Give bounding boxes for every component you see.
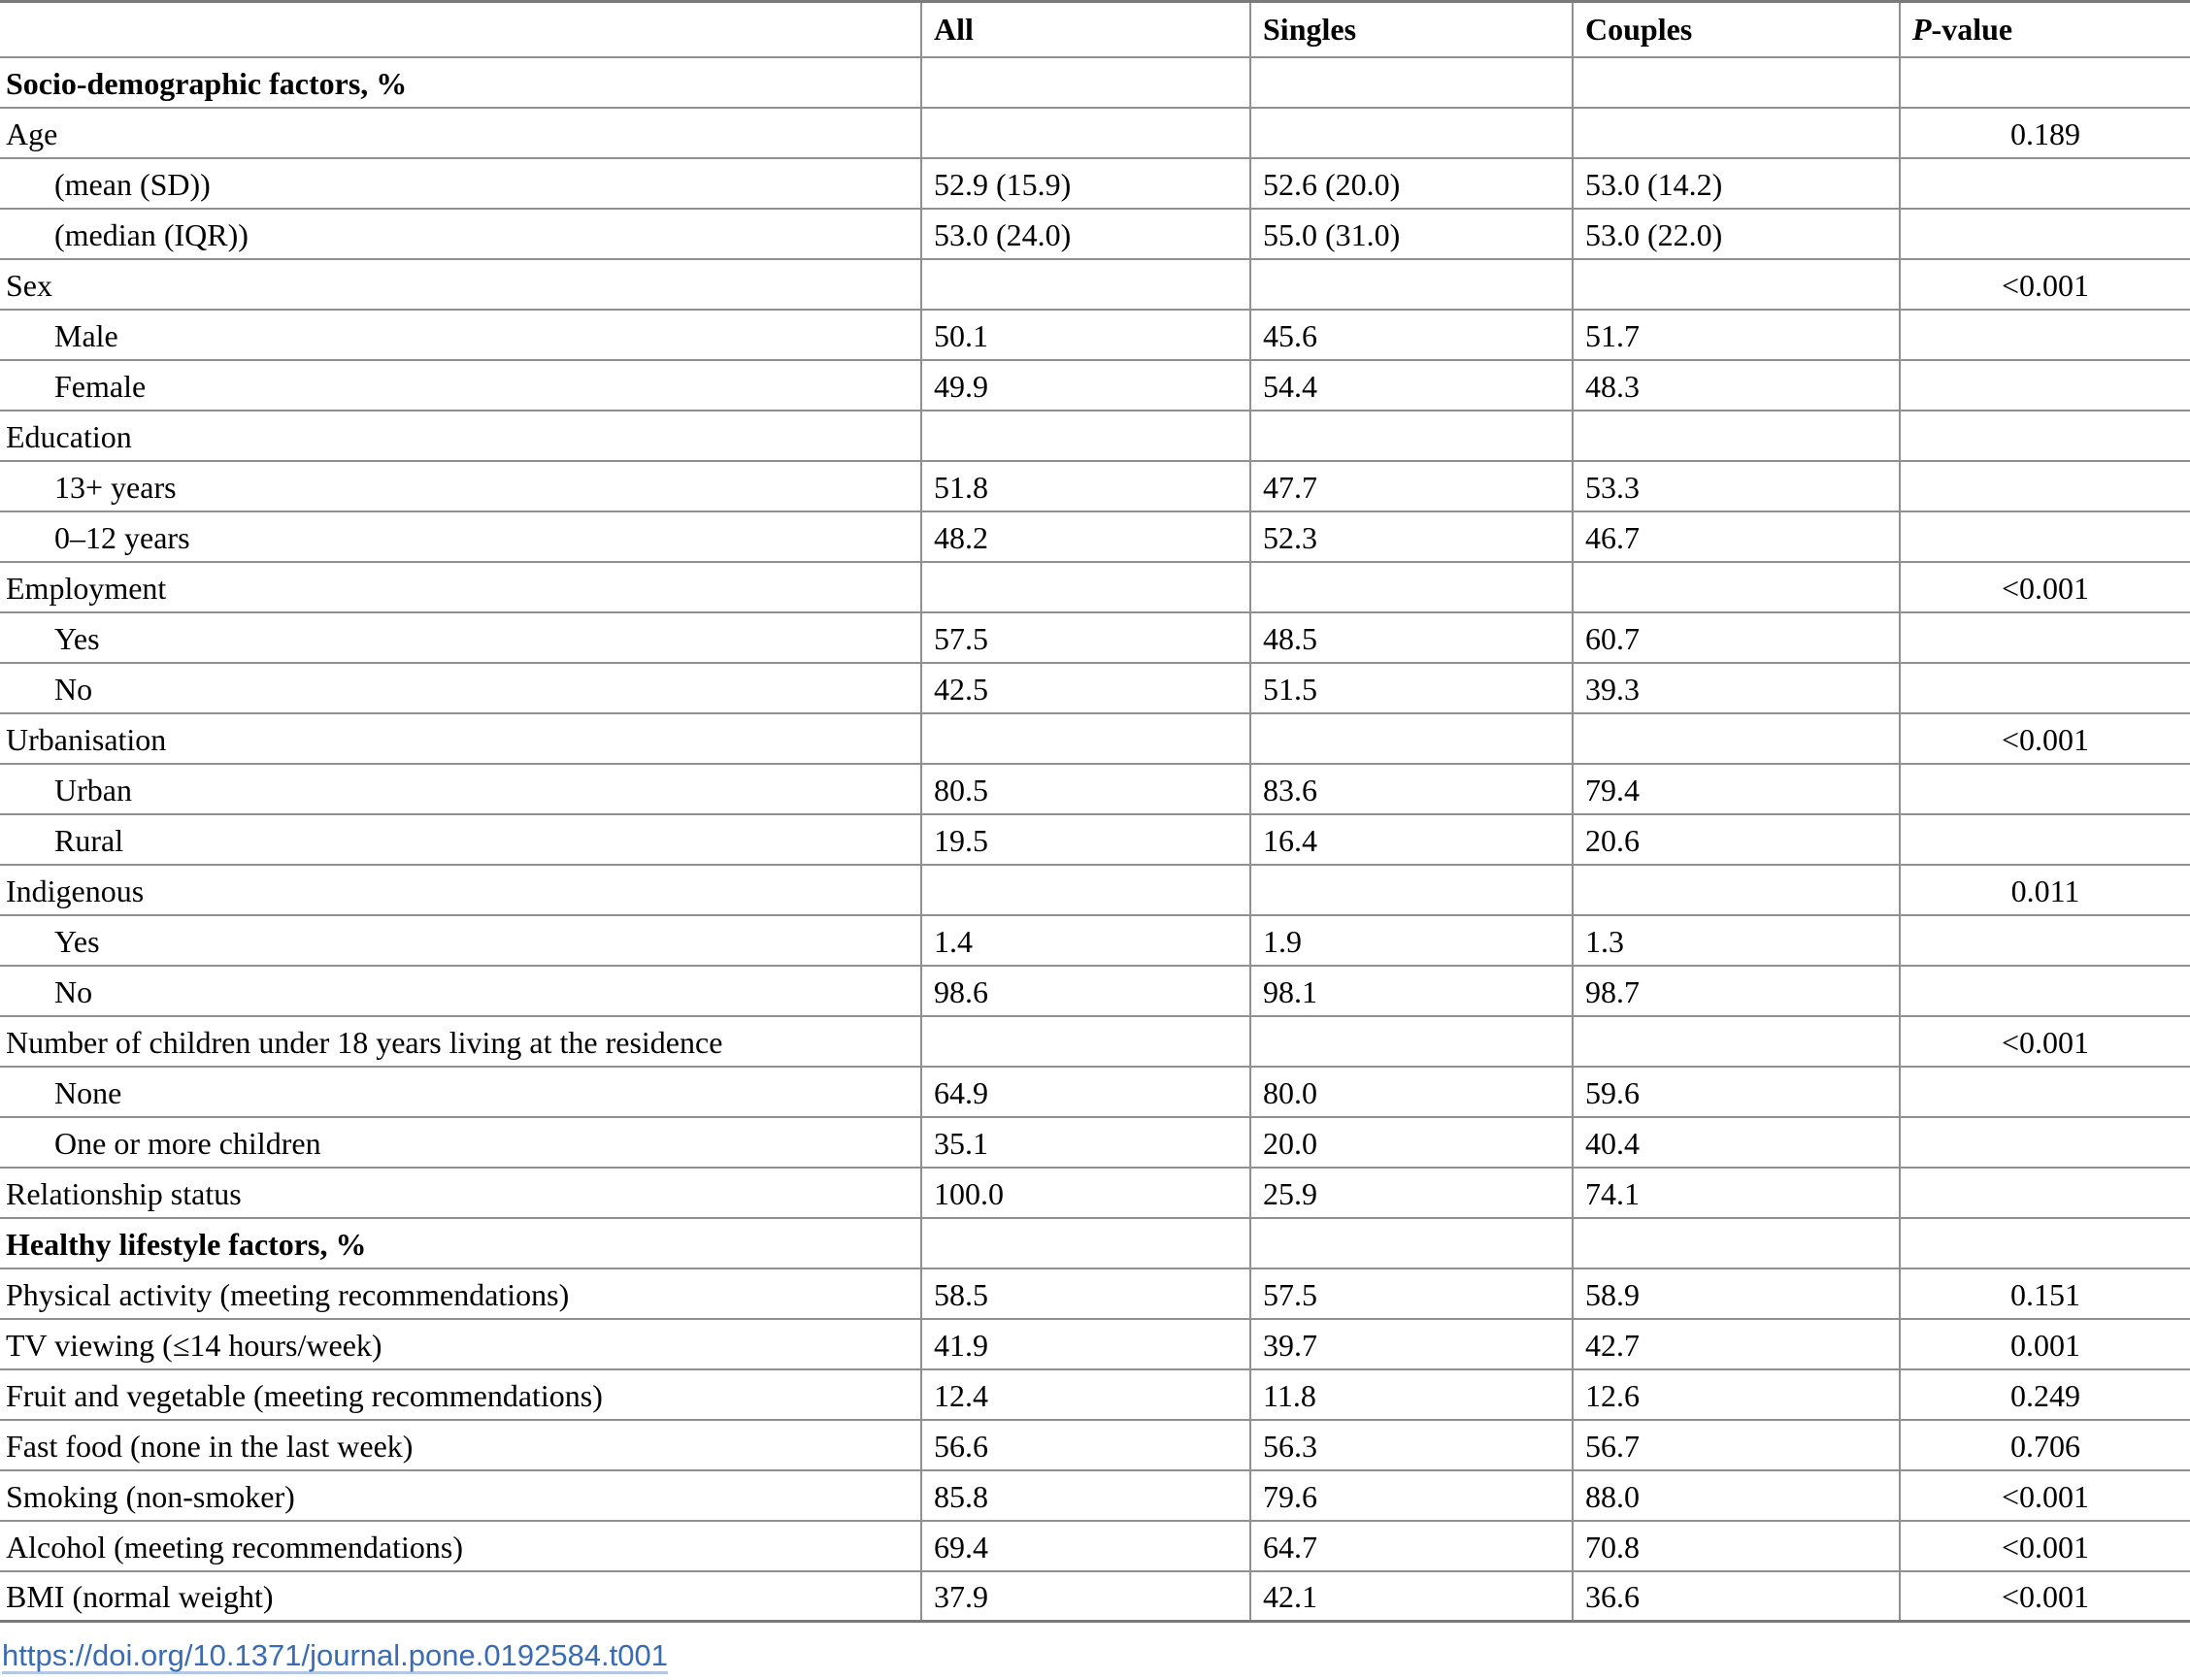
value-cell-all: 64.9 [921, 1067, 1250, 1117]
row-label-cell: Healthy lifestyle factors, % [0, 1218, 921, 1268]
value-cell-singles: 45.6 [1250, 310, 1573, 360]
row-label-cell: Employment [0, 562, 921, 612]
value-cell-singles: 52.6 (20.0) [1250, 158, 1573, 209]
table-body [0, 57, 2190, 1622]
row-label-cell: Age [0, 108, 921, 158]
row-label-cell: Number of children under 18 years living at the residence [0, 1016, 921, 1067]
p-value-header-rest: -value [1931, 11, 2013, 47]
value-cell-singles [1250, 865, 1573, 915]
table-row [0, 764, 2190, 814]
value-cell-couples [1573, 411, 1900, 461]
table-row [0, 1470, 2190, 1521]
value-cell-couples [1573, 713, 1900, 764]
p-value-cell [1900, 1218, 2190, 1268]
value-cell-couples: 58.9 [1573, 1268, 1900, 1319]
row-label-cell: Sex [0, 259, 921, 310]
p-value-cell [1900, 814, 2190, 865]
value-cell-all: 50.1 [921, 310, 1250, 360]
p-value-cell: <0.001 [1900, 259, 2190, 310]
table-row [0, 310, 2190, 360]
table-row [0, 1521, 2190, 1571]
row-label-cell: Fast food (none in the last week) [0, 1420, 921, 1470]
p-value-cell [1900, 663, 2190, 713]
table-row [0, 158, 2190, 209]
value-cell-all: 51.8 [921, 461, 1250, 511]
value-cell-couples: 12.6 [1573, 1369, 1900, 1420]
value-cell-couples [1573, 108, 1900, 158]
row-label-cell: Female [0, 360, 921, 411]
value-cell-singles: 52.3 [1250, 511, 1573, 562]
value-cell-couples: 36.6 [1573, 1571, 1900, 1622]
value-cell-couples: 88.0 [1573, 1470, 1900, 1521]
value-cell-all [921, 411, 1250, 461]
value-cell-couples: 74.1 [1573, 1168, 1900, 1218]
column-header-couples: Couples [1573, 2, 1900, 57]
value-cell-couples: 56.7 [1573, 1420, 1900, 1470]
table-row [0, 612, 2190, 663]
table-row [0, 663, 2190, 713]
p-value-cell [1900, 764, 2190, 814]
p-value-cell [1900, 612, 2190, 663]
p-value-cell [1900, 461, 2190, 511]
p-value-cell: <0.001 [1900, 562, 2190, 612]
value-cell-couples [1573, 865, 1900, 915]
p-value-cell: <0.001 [1900, 1470, 2190, 1521]
table-row [0, 511, 2190, 562]
p-value-cell [1900, 411, 2190, 461]
value-cell-all: 100.0 [921, 1168, 1250, 1218]
value-cell-singles [1250, 411, 1573, 461]
p-value-cell [1900, 158, 2190, 209]
value-cell-couples: 53.0 (14.2) [1573, 158, 1900, 209]
table-row [0, 1168, 2190, 1218]
p-value-cell [1900, 966, 2190, 1016]
row-label-cell: Indigenous [0, 865, 921, 915]
row-label-cell: Smoking (non-smoker) [0, 1470, 921, 1521]
value-cell-singles: 1.9 [1250, 915, 1573, 966]
value-cell-all: 58.5 [921, 1268, 1250, 1319]
p-value-cell [1900, 360, 2190, 411]
table-row [0, 1268, 2190, 1319]
value-cell-all [921, 1016, 1250, 1067]
value-cell-all: 19.5 [921, 814, 1250, 865]
table-row [0, 1067, 2190, 1117]
p-value-cell: <0.001 [1900, 1521, 2190, 1571]
value-cell-couples [1573, 57, 1900, 108]
p-value-cell: <0.001 [1900, 1016, 2190, 1067]
value-cell-singles: 39.7 [1250, 1319, 1573, 1369]
row-label-cell: Education [0, 411, 921, 461]
row-label-cell: Male [0, 310, 921, 360]
p-value-cell: 0.189 [1900, 108, 2190, 158]
table-row [0, 1319, 2190, 1369]
value-cell-all [921, 865, 1250, 915]
table-row [0, 1117, 2190, 1168]
p-value-cell [1900, 915, 2190, 966]
value-cell-singles [1250, 1016, 1573, 1067]
value-cell-singles: 83.6 [1250, 764, 1573, 814]
value-cell-singles [1250, 57, 1573, 108]
table-row [0, 915, 2190, 966]
value-cell-singles [1250, 259, 1573, 310]
table-footer [2, 1638, 2190, 1673]
table-row [0, 966, 2190, 1016]
value-cell-singles: 54.4 [1250, 360, 1573, 411]
value-cell-all: 41.9 [921, 1319, 1250, 1369]
row-label-cell: Alcohol (meeting recommendations) [0, 1521, 921, 1571]
row-label-cell: Fruit and vegetable (meeting recommendations) [0, 1369, 921, 1420]
row-label-cell: None [0, 1067, 921, 1117]
p-value-cell: <0.001 [1900, 1571, 2190, 1622]
p-value-cell [1900, 1067, 2190, 1117]
value-cell-couples: 60.7 [1573, 612, 1900, 663]
row-label-cell: 13+ years [0, 461, 921, 511]
value-cell-couples: 40.4 [1573, 1117, 1900, 1168]
value-cell-couples: 39.3 [1573, 663, 1900, 713]
row-label-cell: BMI (normal weight) [0, 1571, 921, 1622]
p-value-header-italic-p: P [1912, 11, 1932, 47]
value-cell-all: 12.4 [921, 1369, 1250, 1420]
value-cell-couples: 20.6 [1573, 814, 1900, 865]
value-cell-all: 35.1 [921, 1117, 1250, 1168]
value-cell-all: 49.9 [921, 360, 1250, 411]
p-value-cell: 0.249 [1900, 1369, 2190, 1420]
p-value-cell [1900, 1168, 2190, 1218]
value-cell-singles: 79.6 [1250, 1470, 1573, 1521]
value-cell-singles: 51.5 [1250, 663, 1573, 713]
value-cell-all: 57.5 [921, 612, 1250, 663]
value-cell-all: 48.2 [921, 511, 1250, 562]
p-value-cell: 0.706 [1900, 1420, 2190, 1470]
table-row [0, 1369, 2190, 1420]
value-cell-couples [1573, 259, 1900, 310]
p-value-cell [1900, 511, 2190, 562]
row-label-cell: No [0, 966, 921, 1016]
p-value-cell [1900, 57, 2190, 108]
row-label-cell: Yes [0, 915, 921, 966]
value-cell-couples: 42.7 [1573, 1319, 1900, 1369]
section-header-row [0, 1218, 2190, 1268]
row-label-cell: (median (IQR)) [0, 209, 921, 259]
value-cell-couples: 98.7 [1573, 966, 1900, 1016]
value-cell-couples: 1.3 [1573, 915, 1900, 966]
table-row [0, 411, 2190, 461]
p-value-cell [1900, 310, 2190, 360]
value-cell-all [921, 259, 1250, 310]
p-value-cell: 0.001 [1900, 1319, 2190, 1369]
column-header-all: All [921, 2, 1250, 57]
value-cell-singles: 25.9 [1250, 1168, 1573, 1218]
value-cell-singles: 64.7 [1250, 1521, 1573, 1571]
column-header-labels [0, 2, 921, 57]
table-row [0, 562, 2190, 612]
value-cell-singles: 11.8 [1250, 1369, 1573, 1420]
row-label-cell: (mean (SD)) [0, 158, 921, 209]
value-cell-all: 52.9 (15.9) [921, 158, 1250, 209]
value-cell-couples: 48.3 [1573, 360, 1900, 411]
value-cell-all [921, 713, 1250, 764]
value-cell-singles [1250, 1218, 1573, 1268]
value-cell-all [921, 562, 1250, 612]
table-row [0, 108, 2190, 158]
table-row [0, 360, 2190, 411]
value-cell-singles: 16.4 [1250, 814, 1573, 865]
table-row [0, 814, 2190, 865]
p-value-cell: 0.011 [1900, 865, 2190, 915]
value-cell-singles: 57.5 [1250, 1268, 1573, 1319]
section-header-row [0, 57, 2190, 108]
value-cell-singles: 42.1 [1250, 1571, 1573, 1622]
value-cell-all [921, 1218, 1250, 1268]
table-row [0, 1420, 2190, 1470]
value-cell-all: 1.4 [921, 915, 1250, 966]
table-row [0, 259, 2190, 310]
value-cell-couples: 59.6 [1573, 1067, 1900, 1117]
row-label-cell: One or more children [0, 1117, 921, 1168]
header-row [0, 2, 2190, 57]
value-cell-couples: 53.3 [1573, 461, 1900, 511]
table-row [0, 713, 2190, 764]
column-header-singles: Singles [1250, 2, 1573, 57]
p-value-cell [1900, 1117, 2190, 1168]
value-cell-singles [1250, 108, 1573, 158]
column-header-p-value [1900, 2, 2190, 57]
p-value-cell: 0.151 [1900, 1268, 2190, 1319]
value-cell-all: 42.5 [921, 663, 1250, 713]
value-cell-singles: 55.0 (31.0) [1250, 209, 1573, 259]
row-label-cell: Urbanisation [0, 713, 921, 764]
row-label-cell: Socio-demographic factors, % [0, 57, 921, 108]
row-label-cell: 0–12 years [0, 511, 921, 562]
p-value-cell: <0.001 [1900, 713, 2190, 764]
row-label-cell: Urban [0, 764, 921, 814]
doi-link[interactable]: https://doi.org/10.1371/journal.pone.0192584.t001 [2, 1638, 668, 1672]
value-cell-all: 56.6 [921, 1420, 1250, 1470]
value-cell-all: 37.9 [921, 1571, 1250, 1622]
value-cell-singles: 98.1 [1250, 966, 1573, 1016]
table-row [0, 461, 2190, 511]
value-cell-singles [1250, 562, 1573, 612]
value-cell-all: 98.6 [921, 966, 1250, 1016]
value-cell-couples: 79.4 [1573, 764, 1900, 814]
row-label-cell: No [0, 663, 921, 713]
table-row [0, 1571, 2190, 1622]
table-row [0, 209, 2190, 259]
value-cell-couples: 46.7 [1573, 511, 1900, 562]
row-label-cell: Yes [0, 612, 921, 663]
row-label-cell: Relationship status [0, 1168, 921, 1218]
value-cell-couples [1573, 562, 1900, 612]
value-cell-couples: 70.8 [1573, 1521, 1900, 1571]
p-value-cell [1900, 209, 2190, 259]
value-cell-couples [1573, 1016, 1900, 1067]
value-cell-singles: 47.7 [1250, 461, 1573, 511]
value-cell-singles: 80.0 [1250, 1067, 1573, 1117]
table-row [0, 865, 2190, 915]
value-cell-singles: 56.3 [1250, 1420, 1573, 1470]
row-label-cell: Physical activity (meeting recommendations) [0, 1268, 921, 1319]
value-cell-all: 85.8 [921, 1470, 1250, 1521]
row-label-cell: TV viewing (≤14 hours/week) [0, 1319, 921, 1369]
value-cell-singles: 48.5 [1250, 612, 1573, 663]
value-cell-couples [1573, 1218, 1900, 1268]
value-cell-all: 69.4 [921, 1521, 1250, 1571]
value-cell-singles [1250, 713, 1573, 764]
value-cell-couples: 53.0 (22.0) [1573, 209, 1900, 259]
value-cell-all: 80.5 [921, 764, 1250, 814]
value-cell-all [921, 108, 1250, 158]
value-cell-singles: 20.0 [1250, 1117, 1573, 1168]
value-cell-couples: 51.7 [1573, 310, 1900, 360]
row-label-cell: Rural [0, 814, 921, 865]
value-cell-all [921, 57, 1250, 108]
table-row [0, 1016, 2190, 1067]
value-cell-all: 53.0 (24.0) [921, 209, 1250, 259]
